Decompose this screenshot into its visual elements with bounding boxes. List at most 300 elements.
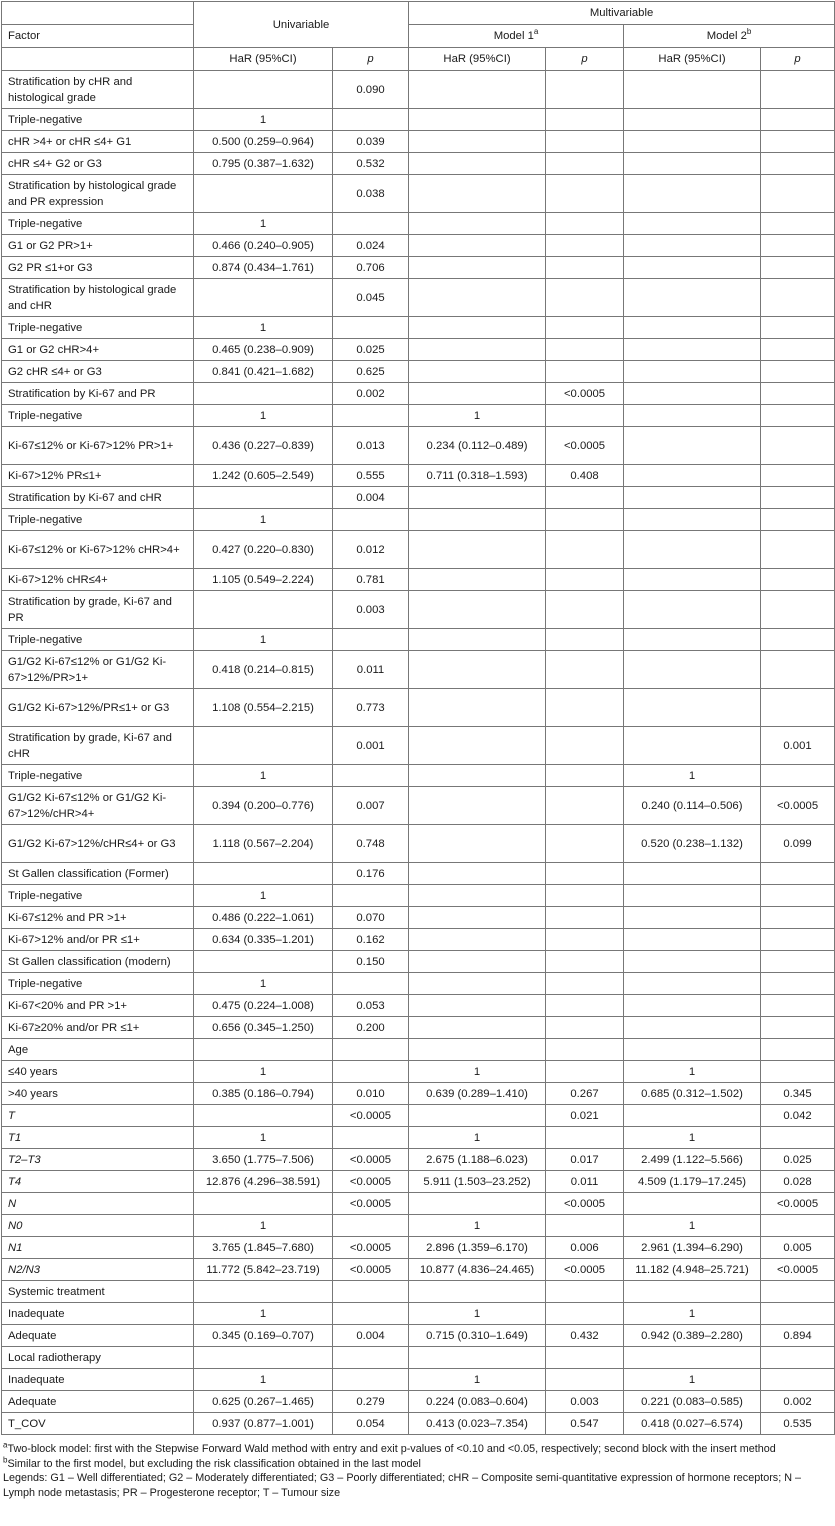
factor-cell: Adequate xyxy=(2,1325,194,1347)
factor-cell: G2 cHR ≤4+ or G3 xyxy=(2,361,194,383)
model2-p-cell xyxy=(761,1303,835,1325)
factor-cell: N0 xyxy=(2,1215,194,1237)
factor-cell: N2/N3 xyxy=(2,1259,194,1281)
model2-har-cell: 1 xyxy=(624,1127,761,1149)
model2-har-cell xyxy=(624,531,761,569)
model2-har-cell: 1 xyxy=(624,765,761,787)
header-p-model2: p xyxy=(761,48,835,71)
table-row xyxy=(2,1061,835,1083)
model1-p-cell xyxy=(546,405,624,427)
model1-har-cell xyxy=(409,973,546,995)
univariable-har-cell xyxy=(194,863,333,885)
model1-har-cell xyxy=(409,109,546,131)
model2-p-cell xyxy=(761,1039,835,1061)
table-row xyxy=(2,71,835,109)
model1-har-cell xyxy=(409,689,546,727)
model1-har-cell: 0.711 (0.318–1.593) xyxy=(409,465,546,487)
factor-cell: Triple-negative xyxy=(2,885,194,907)
model2-p-cell xyxy=(761,175,835,213)
table-row xyxy=(2,1303,835,1325)
univariable-har-cell: 1 xyxy=(194,973,333,995)
model2-har-cell: 1 xyxy=(624,1215,761,1237)
model2-har-cell xyxy=(624,361,761,383)
table-row xyxy=(2,951,835,973)
univariable-har-cell: 0.874 (0.434–1.761) xyxy=(194,257,333,279)
univariable-p-cell: 0.003 xyxy=(333,591,409,629)
model1-har-cell xyxy=(409,339,546,361)
model1-har-cell xyxy=(409,383,546,405)
table-row xyxy=(2,1105,835,1127)
model2-p-cell xyxy=(761,973,835,995)
model1-p-cell xyxy=(546,929,624,951)
factor-cell: T2–T3 xyxy=(2,1149,194,1171)
univariable-har-cell: 1.108 (0.554–2.215) xyxy=(194,689,333,727)
univariable-p-cell: 0.200 xyxy=(333,1017,409,1039)
model2-har-cell xyxy=(624,339,761,361)
model2-p-cell xyxy=(761,995,835,1017)
model2-p-cell xyxy=(761,71,835,109)
univariable-har-cell: 1 xyxy=(194,405,333,427)
factor-cell: G1 or G2 PR>1+ xyxy=(2,235,194,257)
model2-har-cell xyxy=(624,487,761,509)
univariable-p-cell: 0.706 xyxy=(333,257,409,279)
table-row xyxy=(2,907,835,929)
model2-har-cell xyxy=(624,1039,761,1061)
univariable-p-cell: 0.002 xyxy=(333,383,409,405)
model1-har-cell xyxy=(409,213,546,235)
model2-har-cell: 1 xyxy=(624,1061,761,1083)
univariable-p-cell: 0.010 xyxy=(333,1083,409,1105)
model2-p-cell xyxy=(761,1281,835,1303)
model2-p-cell: 0.028 xyxy=(761,1171,835,1193)
table-row xyxy=(2,1413,835,1435)
table-row xyxy=(2,487,835,509)
table-row xyxy=(2,1127,835,1149)
model1-har-cell xyxy=(409,71,546,109)
model1-p-cell xyxy=(546,885,624,907)
model2-p-cell: 0.894 xyxy=(761,1325,835,1347)
model1-p-cell: 0.408 xyxy=(546,465,624,487)
header-model2 xyxy=(624,25,835,48)
model2-p-cell xyxy=(761,1347,835,1369)
factor-cell: Local radiotherapy xyxy=(2,1347,194,1369)
model2-har-cell xyxy=(624,629,761,651)
univariable-har-cell: 0.465 (0.238–0.909) xyxy=(194,339,333,361)
univariable-har-cell: 0.436 (0.227–0.839) xyxy=(194,427,333,465)
model2-p-cell xyxy=(761,1369,835,1391)
factor-cell: T4 xyxy=(2,1171,194,1193)
univariable-p-cell xyxy=(333,1127,409,1149)
footnote-b-mark: b xyxy=(3,1455,8,1464)
factor-cell: Stratification by grade, Ki-67 and PR xyxy=(2,591,194,629)
model1-har-cell xyxy=(409,1017,546,1039)
model2-p-cell: 0.005 xyxy=(761,1237,835,1259)
model1-p-cell: 0.006 xyxy=(546,1237,624,1259)
model2-p-cell xyxy=(761,213,835,235)
table-row xyxy=(2,339,835,361)
factor-cell: T1 xyxy=(2,1127,194,1149)
model2-har-cell: 2.961 (1.394–6.290) xyxy=(624,1237,761,1259)
header-blank xyxy=(2,2,194,25)
factor-cell: Systemic treatment xyxy=(2,1281,194,1303)
model1-p-cell xyxy=(546,317,624,339)
model2-har-cell xyxy=(624,1105,761,1127)
model1-p-cell xyxy=(546,175,624,213)
univariable-har-cell: 3.765 (1.845–7.680) xyxy=(194,1237,333,1259)
model2-har-cell xyxy=(624,427,761,465)
univariable-har-cell: 0.394 (0.200–0.776) xyxy=(194,787,333,825)
model2-har-cell: 1 xyxy=(624,1303,761,1325)
header-model1 xyxy=(409,25,624,48)
model1-har-cell xyxy=(409,907,546,929)
model1-p-cell xyxy=(546,569,624,591)
model2-har-cell xyxy=(624,257,761,279)
model1-har-cell xyxy=(409,153,546,175)
factor-cell: Ki-67≥20% and/or PR ≤1+ xyxy=(2,1017,194,1039)
table-row xyxy=(2,317,835,339)
factor-cell: Age xyxy=(2,1039,194,1061)
univariable-har-cell xyxy=(194,71,333,109)
model1-p-cell: 0.011 xyxy=(546,1171,624,1193)
model2-p-cell xyxy=(761,1061,835,1083)
model1-har-cell xyxy=(409,787,546,825)
univariable-har-cell: 0.937 (0.877–1.001) xyxy=(194,1413,333,1435)
univariable-har-cell xyxy=(194,727,333,765)
univariable-har-cell xyxy=(194,591,333,629)
model1-p-cell xyxy=(546,995,624,1017)
factor-cell: G1 or G2 cHR>4+ xyxy=(2,339,194,361)
table-row xyxy=(2,825,835,863)
factor-cell: Triple-negative xyxy=(2,509,194,531)
model1-p-cell xyxy=(546,1347,624,1369)
univariable-p-cell: 0.013 xyxy=(333,427,409,465)
model1-p-cell xyxy=(546,1039,624,1061)
univariable-har-cell: 1 xyxy=(194,1369,333,1391)
model1-p-cell xyxy=(546,1061,624,1083)
univariable-p-cell: <0.0005 xyxy=(333,1193,409,1215)
model1-har-cell xyxy=(409,317,546,339)
model2-har-cell xyxy=(624,689,761,727)
univariable-har-cell xyxy=(194,951,333,973)
model1-p-cell xyxy=(546,509,624,531)
model2-p-cell xyxy=(761,405,835,427)
table-footnotes xyxy=(3,1442,831,1500)
univariable-p-cell: <0.0005 xyxy=(333,1149,409,1171)
model1-p-cell xyxy=(546,279,624,317)
model2-p-cell xyxy=(761,885,835,907)
model2-har-cell: 4.509 (1.179–17.245) xyxy=(624,1171,761,1193)
model2-har-cell: 0.942 (0.389–2.280) xyxy=(624,1325,761,1347)
table-row xyxy=(2,629,835,651)
table-row xyxy=(2,175,835,213)
factor-cell: G1/G2 Ki-67>12%/PR≤1+ or G3 xyxy=(2,689,194,727)
univariable-har-cell xyxy=(194,383,333,405)
table-row xyxy=(2,885,835,907)
model1-har-cell xyxy=(409,765,546,787)
univariable-har-cell xyxy=(194,1347,333,1369)
model1-p-cell xyxy=(546,153,624,175)
model1-har-cell: 1 xyxy=(409,1369,546,1391)
table-row xyxy=(2,1281,835,1303)
univariable-p-cell: 0.012 xyxy=(333,531,409,569)
model1-p-cell xyxy=(546,651,624,689)
table-row xyxy=(2,973,835,995)
model1-p-cell: 0.021 xyxy=(546,1105,624,1127)
univariable-p-cell: 0.150 xyxy=(333,951,409,973)
model2-p-cell: 0.025 xyxy=(761,1149,835,1171)
univariable-har-cell xyxy=(194,279,333,317)
model2-har-cell: 11.182 (4.948–25.721) xyxy=(624,1259,761,1281)
table-row xyxy=(2,689,835,727)
model2-p-cell xyxy=(761,339,835,361)
model2-har-cell: 0.520 (0.238–1.132) xyxy=(624,825,761,863)
factor-cell: G2 PR ≤1+or G3 xyxy=(2,257,194,279)
univariable-har-cell: 1 xyxy=(194,109,333,131)
model2-har-cell: 0.685 (0.312–1.502) xyxy=(624,1083,761,1105)
univariable-har-cell: 0.466 (0.240–0.905) xyxy=(194,235,333,257)
model2-har-cell: 0.221 (0.083–0.585) xyxy=(624,1391,761,1413)
factor-cell: Stratification by grade, Ki-67 and cHR xyxy=(2,727,194,765)
model1-p-cell xyxy=(546,1127,624,1149)
model1-har-cell: 0.234 (0.112–0.489) xyxy=(409,427,546,465)
factor-cell: Triple-negative xyxy=(2,629,194,651)
header-model2-mark: b xyxy=(746,27,752,37)
univariable-har-cell: 1 xyxy=(194,765,333,787)
model2-p-cell xyxy=(761,131,835,153)
model1-har-cell: 0.413 (0.023–7.354) xyxy=(409,1413,546,1435)
header-har-univariable: HaR (95%CI) xyxy=(194,48,333,71)
univariable-p-cell: 0.038 xyxy=(333,175,409,213)
header-model2-label: Model 2 xyxy=(706,30,747,42)
model2-p-cell xyxy=(761,465,835,487)
footnote-legends: Legends: G1 – Well differentiated; G2 – Moderately differentiated; G3 – Poorly differentiated; cHR – Composite semi-quantitative expression of hormone receptors; N – Lymph node metastasis; PR – Progesterone receptor; T – Tumour size xyxy=(3,1472,801,1499)
model1-p-cell: <0.0005 xyxy=(546,427,624,465)
factor-cell: G1/G2 Ki-67≤12% or G1/G2 Ki-67>12%/PR>1+ xyxy=(2,651,194,689)
model1-p-cell xyxy=(546,787,624,825)
model2-har-cell xyxy=(624,929,761,951)
model2-p-cell xyxy=(761,651,835,689)
univariable-har-cell: 1 xyxy=(194,213,333,235)
univariable-p-cell: 0.781 xyxy=(333,569,409,591)
factor-cell: T_COV xyxy=(2,1413,194,1435)
factor-cell: G1/G2 Ki-67≤12% or G1/G2 Ki-67>12%/cHR>4+ xyxy=(2,787,194,825)
model2-har-cell xyxy=(624,279,761,317)
univariable-p-cell: 0.004 xyxy=(333,487,409,509)
univariable-har-cell: 1 xyxy=(194,1215,333,1237)
table-row xyxy=(2,1149,835,1171)
model2-p-cell: 0.099 xyxy=(761,825,835,863)
model2-p-cell xyxy=(761,427,835,465)
univariable-har-cell: 0.427 (0.220–0.830) xyxy=(194,531,333,569)
model1-har-cell xyxy=(409,1347,546,1369)
univariable-har-cell: 0.625 (0.267–1.465) xyxy=(194,1391,333,1413)
header-blank-2 xyxy=(2,48,194,71)
factor-cell: Triple-negative xyxy=(2,973,194,995)
factor-cell: Adequate xyxy=(2,1391,194,1413)
model1-p-cell xyxy=(546,71,624,109)
model1-har-cell: 1 xyxy=(409,405,546,427)
model2-p-cell xyxy=(761,361,835,383)
factor-cell: Stratification by Ki-67 and PR xyxy=(2,383,194,405)
model1-har-cell xyxy=(409,727,546,765)
univariable-p-cell: <0.0005 xyxy=(333,1171,409,1193)
univariable-p-cell: <0.0005 xyxy=(333,1237,409,1259)
factor-cell: cHR >4+ or cHR ≤4+ G1 xyxy=(2,131,194,153)
model2-p-cell xyxy=(761,907,835,929)
model1-p-cell xyxy=(546,951,624,973)
univariable-p-cell: <0.0005 xyxy=(333,1105,409,1127)
univariable-p-cell: 0.532 xyxy=(333,153,409,175)
model1-p-cell: <0.0005 xyxy=(546,383,624,405)
univariable-har-cell: 0.475 (0.224–1.008) xyxy=(194,995,333,1017)
univariable-har-cell: 1.105 (0.549–2.224) xyxy=(194,569,333,591)
model1-har-cell: 0.639 (0.289–1.410) xyxy=(409,1083,546,1105)
table-row xyxy=(2,235,835,257)
model2-p-cell: 0.042 xyxy=(761,1105,835,1127)
table-row xyxy=(2,651,835,689)
table-row xyxy=(2,1215,835,1237)
model1-har-cell xyxy=(409,1039,546,1061)
model2-p-cell xyxy=(761,383,835,405)
results-table xyxy=(1,1,835,1435)
model2-har-cell: 2.499 (1.122–5.566) xyxy=(624,1149,761,1171)
model1-har-cell xyxy=(409,629,546,651)
factor-cell: >40 years xyxy=(2,1083,194,1105)
table-row xyxy=(2,765,835,787)
univariable-har-cell: 0.385 (0.186–0.794) xyxy=(194,1083,333,1105)
model1-p-cell xyxy=(546,973,624,995)
factor-cell: Triple-negative xyxy=(2,765,194,787)
univariable-p-cell xyxy=(333,885,409,907)
footnote-b-text: Similar to the first model, but excluding the risk classification obtained in the last model xyxy=(7,1457,421,1470)
model2-p-cell xyxy=(761,591,835,629)
model1-har-cell xyxy=(409,175,546,213)
model1-p-cell xyxy=(546,531,624,569)
model1-p-cell: 0.017 xyxy=(546,1149,624,1171)
model2-p-cell xyxy=(761,569,835,591)
univariable-har-cell: 0.418 (0.214–0.815) xyxy=(194,651,333,689)
table-row xyxy=(2,863,835,885)
univariable-p-cell: 0.045 xyxy=(333,279,409,317)
univariable-p-cell xyxy=(333,1061,409,1083)
univariable-har-cell xyxy=(194,175,333,213)
model1-har-cell xyxy=(409,361,546,383)
model2-har-cell xyxy=(624,465,761,487)
table-row xyxy=(2,279,835,317)
univariable-har-cell xyxy=(194,1039,333,1061)
table-row xyxy=(2,995,835,1017)
model1-har-cell: 0.224 (0.083–0.604) xyxy=(409,1391,546,1413)
factor-cell: T xyxy=(2,1105,194,1127)
model2-p-cell xyxy=(761,1017,835,1039)
model2-p-cell xyxy=(761,863,835,885)
factor-cell: Stratification by Ki-67 and cHR xyxy=(2,487,194,509)
factor-cell: Ki-67≤12% and PR >1+ xyxy=(2,907,194,929)
model1-har-cell xyxy=(409,651,546,689)
model2-p-cell xyxy=(761,531,835,569)
model1-p-cell xyxy=(546,591,624,629)
model2-har-cell xyxy=(624,153,761,175)
model1-p-cell xyxy=(546,629,624,651)
model2-har-cell xyxy=(624,951,761,973)
table-row xyxy=(2,727,835,765)
univariable-p-cell: 0.024 xyxy=(333,235,409,257)
univariable-p-cell xyxy=(333,1303,409,1325)
model1-har-cell xyxy=(409,531,546,569)
factor-cell: Ki-67>12% PR≤1+ xyxy=(2,465,194,487)
univariable-har-cell: 1 xyxy=(194,509,333,531)
model1-har-cell xyxy=(409,929,546,951)
univariable-har-cell: 0.500 (0.259–0.964) xyxy=(194,131,333,153)
model1-har-cell xyxy=(409,885,546,907)
model1-p-cell: 0.267 xyxy=(546,1083,624,1105)
table-row xyxy=(2,1259,835,1281)
table-row xyxy=(2,1193,835,1215)
univariable-har-cell xyxy=(194,1281,333,1303)
model1-p-cell xyxy=(546,109,624,131)
model2-p-cell: <0.0005 xyxy=(761,787,835,825)
univariable-har-cell: 1 xyxy=(194,629,333,651)
model2-p-cell xyxy=(761,153,835,175)
model2-har-cell xyxy=(624,591,761,629)
model2-har-cell: 0.418 (0.027–6.574) xyxy=(624,1413,761,1435)
model1-har-cell: 2.896 (1.359–6.170) xyxy=(409,1237,546,1259)
model1-p-cell xyxy=(546,487,624,509)
table-row xyxy=(2,1325,835,1347)
table-row xyxy=(2,1171,835,1193)
univariable-p-cell: 0.090 xyxy=(333,71,409,109)
header-model1-label: Model 1 xyxy=(493,30,534,42)
model2-har-cell xyxy=(624,509,761,531)
factor-cell: ≤40 years xyxy=(2,1061,194,1083)
model1-har-cell: 0.715 (0.310–1.649) xyxy=(409,1325,546,1347)
model1-har-cell: 5.911 (1.503–23.252) xyxy=(409,1171,546,1193)
model2-har-cell xyxy=(624,973,761,995)
table-header xyxy=(2,2,835,71)
univariable-p-cell xyxy=(333,1281,409,1303)
model1-har-cell xyxy=(409,825,546,863)
factor-cell: Inadequate xyxy=(2,1369,194,1391)
table-row xyxy=(2,1083,835,1105)
factor-cell: Stratification by histological grade and PR expression xyxy=(2,175,194,213)
model2-p-cell xyxy=(761,257,835,279)
model2-p-cell xyxy=(761,109,835,131)
univariable-har-cell: 1 xyxy=(194,1127,333,1149)
model2-har-cell xyxy=(624,1017,761,1039)
univariable-p-cell xyxy=(333,1215,409,1237)
header-factor: Factor xyxy=(2,25,194,48)
model1-p-cell: 0.547 xyxy=(546,1413,624,1435)
factor-cell: Ki-67>12% and/or PR ≤1+ xyxy=(2,929,194,951)
model1-har-cell xyxy=(409,279,546,317)
factor-cell: Ki-67>12% cHR≤4+ xyxy=(2,569,194,591)
model1-p-cell xyxy=(546,361,624,383)
model2-har-cell xyxy=(624,131,761,153)
table-row xyxy=(2,929,835,951)
model1-p-cell: 0.432 xyxy=(546,1325,624,1347)
table-row xyxy=(2,427,835,465)
model1-har-cell: 1 xyxy=(409,1303,546,1325)
model2-har-cell: 1 xyxy=(624,1369,761,1391)
model1-p-cell xyxy=(546,727,624,765)
model1-p-cell: <0.0005 xyxy=(546,1259,624,1281)
univariable-p-cell: 0.004 xyxy=(333,1325,409,1347)
footnote-a xyxy=(3,1442,831,1457)
model2-p-cell xyxy=(761,509,835,531)
model1-har-cell xyxy=(409,1193,546,1215)
model1-p-cell xyxy=(546,863,624,885)
factor-cell: Triple-negative xyxy=(2,213,194,235)
